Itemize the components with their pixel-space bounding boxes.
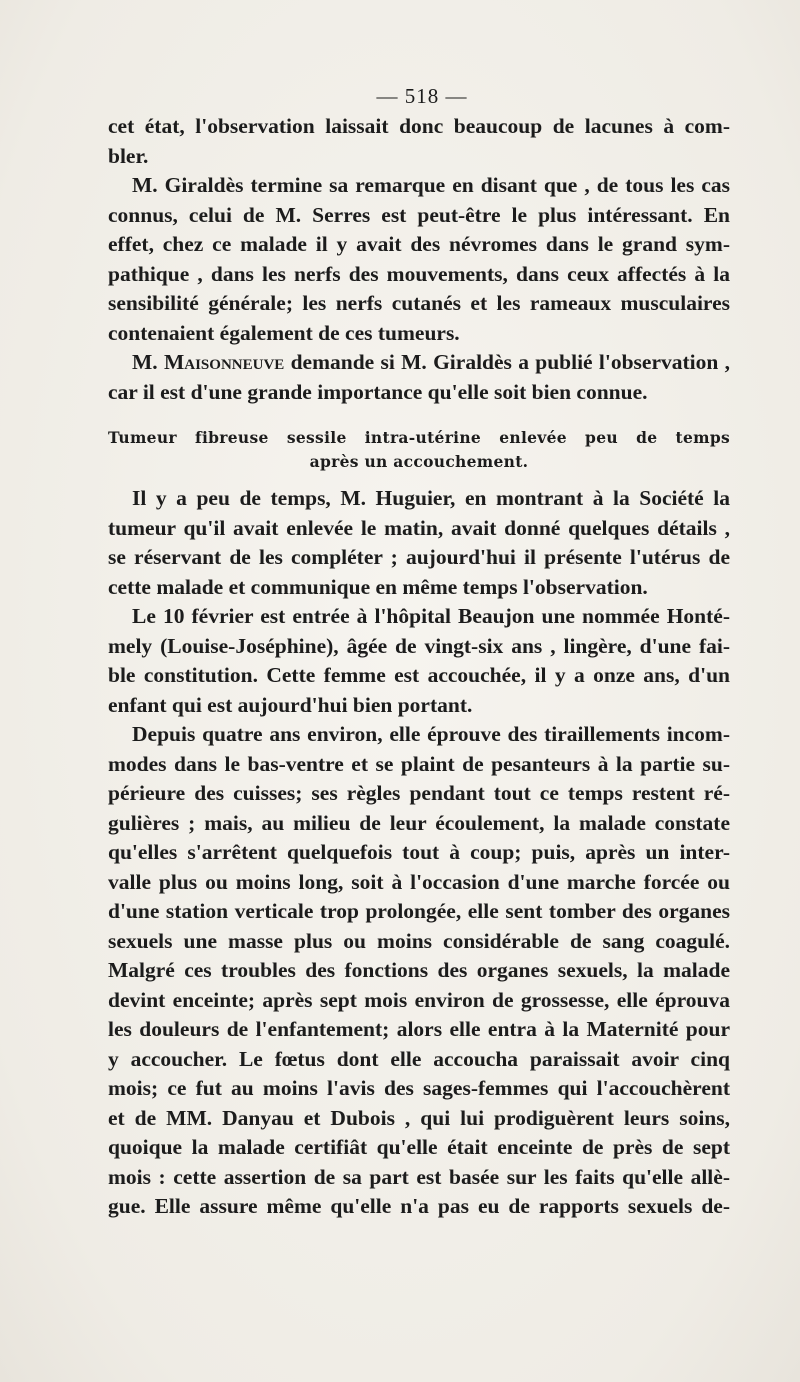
text-line: sensibilité générale; les nerfs cutanés et les rameaux musculaires: [108, 291, 730, 315]
text-line: mois; ce fut au moins l'avis des sages-femmes qui l'accouchèrent: [108, 1076, 730, 1100]
section-heading-line: après un accouchement.: [309, 452, 529, 471]
text-line: modes dans le bas-ventre et se plaint de pesanteurs à la partie su-: [108, 751, 730, 776]
text-line: d'une station verticale trop prolongée, elle sent tomber des organes: [108, 899, 730, 923]
page-number: — 518 —: [376, 84, 468, 108]
text-line: qu'elles s'arrêtent quelquefois tout à coup; puis, après un inter-: [108, 840, 730, 864]
text-line: les douleurs de l'enfantement; alors elle entra à la Maternité pour: [108, 1017, 730, 1041]
text-line: mely (Louise-Joséphine), âgée de vingt-six ans , lingère, d'une fai-: [108, 633, 730, 658]
paragraph-huguier: [108, 484, 730, 602]
text-line: se réservant de les compléter ; aujourd'hui il présente l'utérus de: [108, 545, 730, 569]
text-line: sexuels une masse plus ou moins considérable de sang coagulé.: [108, 928, 730, 953]
text-line: [108, 348, 730, 378]
maisonneuve-paragraph: [108, 348, 730, 407]
section-heading-line: Tumeur fibreuse sessile intra-utérine enlevée peu de temps: [108, 428, 730, 447]
maisonneuve-text: demande si M. Giraldès a publié l'observation ,: [290, 350, 731, 374]
text-line: cet état, l'observation laissait donc beaucoup de lacunes à com-: [108, 114, 730, 138]
text-line: gue. Elle assure même qu'elle n'a pas eu de rapports sexuels de-: [108, 1194, 730, 1218]
text-line: périeure des cuisses; ses règles pendant tout ce temps restent ré-: [108, 781, 730, 805]
section-heading: [108, 426, 730, 474]
text-line: Il y a peu de temps, M. Huguier, en montrant à la Société la: [132, 486, 730, 510]
text-line: valle plus ou moins long, soit à l'occasion d'une marche forcée ou: [108, 869, 730, 894]
text-line: car il est d'une grande importance qu'elle soit bien connue.: [108, 379, 648, 404]
text-line: cette malade et communique en même temps l'observation.: [108, 574, 648, 599]
text-line: M. Giraldès termine sa remarque en disant que , de tous les cas: [132, 173, 730, 197]
text-line: devint enceinte; après sept mois environ de grossesse, elle éprouva: [108, 987, 730, 1012]
text-line: gulières ; mais, au milieu de leur écoulement, la malade constate: [108, 810, 730, 835]
upper-text-block: [108, 112, 730, 407]
text-line: y accoucher. Le fœtus dont elle accoucha paraissait avoir cinq: [108, 1046, 730, 1071]
text-line: quoique la malade certifiât qu'elle était enceinte de près de sept: [108, 1135, 730, 1159]
maisonneuve-prefix: M.: [132, 350, 158, 374]
giraldes-paragraph: [108, 171, 730, 348]
text-line: ble constitution. Cette femme est accouchée, il y a onze ans, d'un: [108, 663, 730, 687]
text-line: Malgré ces troubles des fonctions des organes sexuels, la malade: [108, 958, 730, 982]
text-line: Depuis quatre ans environ, elle éprouve des tiraillements incom-: [132, 722, 730, 746]
maisonneuve-name: Maisonneuve: [163, 350, 285, 374]
text-line: enfant qui est aujourd'hui bien portant.: [108, 692, 473, 717]
text-line: effet, chez ce malade il y avait des névromes dans le grand sym-: [108, 232, 730, 256]
text-line: mois : cette assertion de sa part est basée sur les faits qu'elle allè-: [108, 1164, 730, 1189]
text-line: pathique , dans les nerfs des mouvements, dans ceux affectés à la: [108, 261, 730, 286]
paragraph-history: [108, 720, 730, 1222]
text-line: Le 10 février est entrée à l'hôpital Beaujon une nommée Honté-: [132, 604, 730, 628]
lower-text-block: [108, 484, 730, 1222]
text-line: et de MM. Danyau et Dubois , qui lui prodiguèrent leurs soins,: [108, 1105, 730, 1130]
text-line: contenaient également de ces tumeurs.: [108, 320, 460, 345]
text-line: bler.: [108, 143, 149, 168]
text-line: tumeur qu'il avait enlevée le matin, avait donné quelques détails ,: [108, 515, 730, 540]
paragraph-patient: [108, 602, 730, 720]
text-line: connus, celui de M. Serres est peut-être le plus intéressant. En: [108, 202, 730, 227]
continued-paragraph: [108, 112, 730, 171]
